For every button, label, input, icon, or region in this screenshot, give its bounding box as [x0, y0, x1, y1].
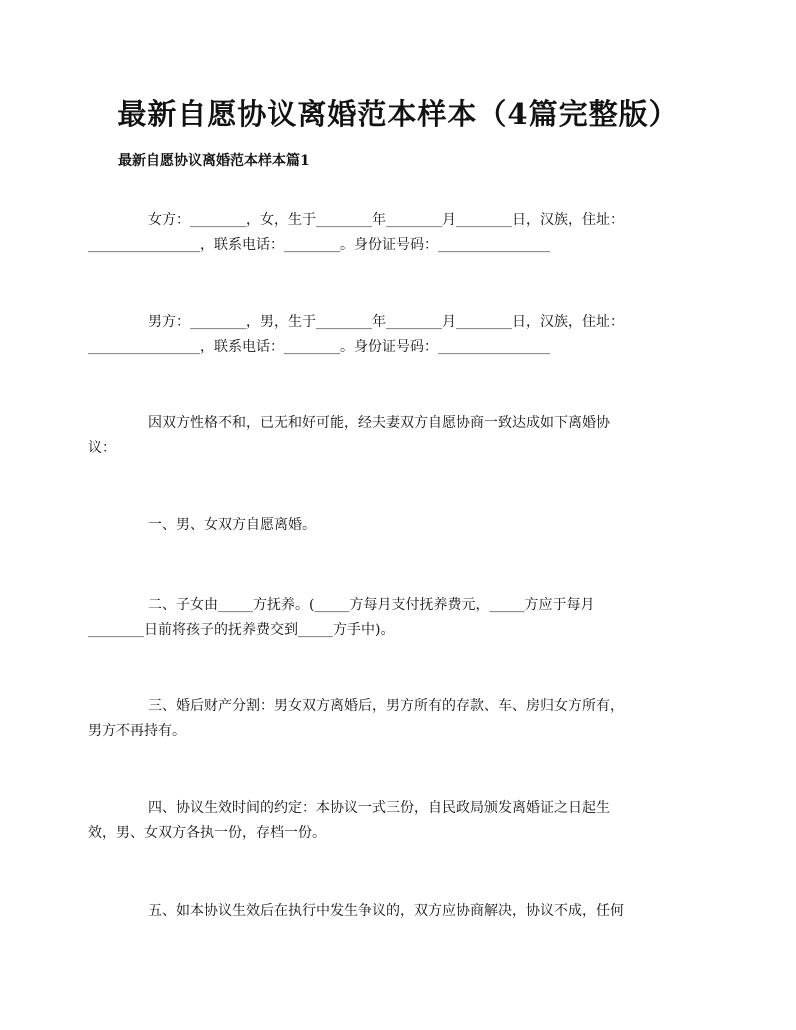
paragraph-line: 男方不再持有。 — [88, 723, 186, 739]
paragraph-line: 三、婚后财产分割：男女双方离婚后，男方所有的存款、车、房归女方所有， — [148, 698, 624, 714]
paragraph-line: 四、协议生效时间的约定：本协议一式三份，自民政局颁发离婚证之日起生 — [148, 800, 610, 816]
paragraph-line: 议： — [88, 440, 116, 456]
paragraph-line: 五、如本协议生效后在执行中发生争议的，双方应协商解决，协议不成，任何 — [148, 903, 624, 919]
paragraph-clause-5 — [118, 899, 680, 924]
paragraph-line: ________________，联系电话：________。身份证号码：________________ — [88, 237, 550, 253]
paragraph-male-party — [88, 310, 680, 360]
paragraph-clause-2 — [88, 593, 680, 643]
section-heading: 最新自愿协议离婚范本样本篇1 — [118, 153, 310, 169]
paragraph-preamble — [88, 411, 680, 461]
paragraph-line: 二、子女由_____方抚养。(_____方每月支付抚养费元，_____方应于每月 — [148, 597, 595, 613]
paragraph-clause-1 — [118, 513, 680, 538]
paragraph-line: 一、男、女双方自愿离婚。 — [148, 517, 316, 533]
paragraph-line: 女方：________，女，生于________年________月________日，汉族，住址： — [148, 212, 624, 228]
paragraph-line: 因双方性格不和，已无和好可能，经夫妻双方自愿协商一致达成如下离婚协 — [148, 415, 610, 431]
paragraph-line: ________________，联系电话：________。身份证号码：________________ — [88, 339, 550, 355]
paragraph-clause-3 — [88, 694, 680, 744]
paragraph-line: ________日前将孩子的抚养费交到_____方手中)。 — [88, 622, 395, 638]
document-title: 最新自愿协议离婚范本样本（4篇完整版） — [117, 97, 679, 131]
paragraph-line: 效，男、女双方各执一份，存档一份。 — [88, 825, 326, 841]
paragraph-female-party — [88, 208, 680, 258]
paragraph-clause-4 — [88, 796, 680, 846]
paragraph-line: 男方：________，男，生于________年________月________日，汉族，住址： — [148, 314, 624, 330]
